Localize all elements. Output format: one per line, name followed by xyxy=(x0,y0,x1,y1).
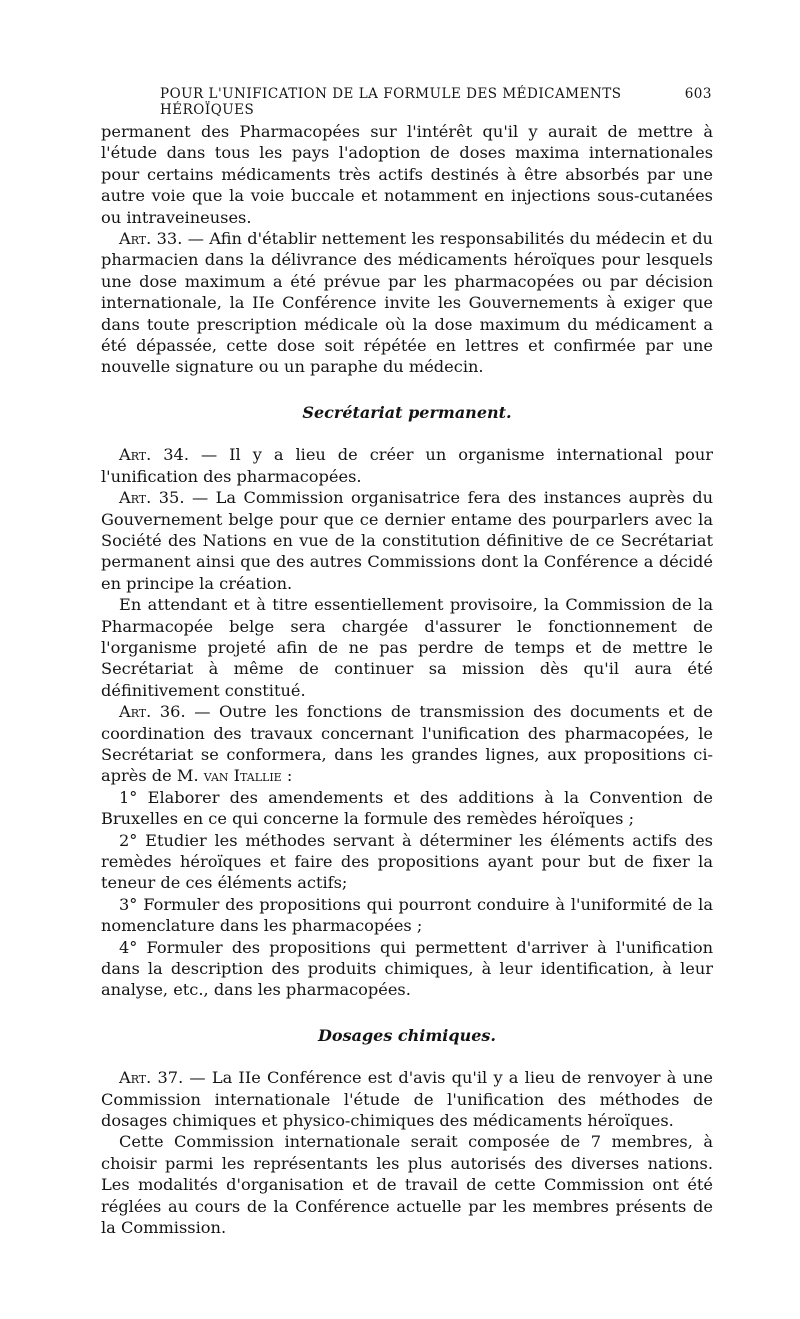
article-35-text: — La Commission organisatrice fera des instances auprès du Gouvernement belge pour que ce dernier entame des pourparlers avec la Société des Nations en vue de la constitution définitive de ce Secrétariat permanent ainsi que des autres Commissions dont la Conférence a décidé en principe la création. xyxy=(101,488,714,593)
article-37 xyxy=(101,1067,713,1131)
paragraph-intro: permanent des Pharmacopées sur l'intérêt qu'il y aurait de mettre à l'étude dans tous les pays l'adoption de doses maxima internationales pour certains médicaments très actifs destinés à être absorbés par une autre voie que la voie buccale et notamment en injections sous-cutanées ou intraveineuses. xyxy=(101,122,713,227)
article-34-label: Art. 34. xyxy=(119,445,189,465)
list-item-4: 4° Formuler des propositions qui permettent d'arriver à l'unification dans la description des produits chimiques, à leur identification, à leur analyse, etc., dans les pharmacopées. xyxy=(101,937,713,1000)
heading-secretariat: Secrétariat permanent. xyxy=(302,402,512,422)
paragraph-attendant: En attendant et à titre essentiellement provisoire, la Commission de la Pharmacopée belge sera chargée d'assurer le fonctionnement de l'organisme projeté afin de ne pas perdre de temps et de mettre le Secrétariat à même de continuer sa mission dès qu'il aura été définitivement constitué. xyxy=(101,595,713,700)
running-title: POUR L'UNIFICATION DE LA FORMULE DES MÉDICAMENTS HÉROÏQUES xyxy=(160,86,622,118)
article-37-label: Art. 37. xyxy=(119,1068,184,1088)
article-33-label: Art. 33. xyxy=(119,229,183,249)
running-head xyxy=(100,86,712,118)
body-text xyxy=(101,121,713,1239)
article-34 xyxy=(101,444,713,487)
article-37-text: — La IIe Conférence est d'avis qu'il y a lieu de renvoyer à une Commission internationale l'étude de l'unification des méthodes de dosages chimiques et physico-chimiques des médicaments héroïques. xyxy=(101,1068,713,1131)
article-35-label: Art. 35. xyxy=(119,488,185,508)
article-35 xyxy=(101,487,713,594)
article-33 xyxy=(101,228,713,378)
article-36-text: — Outre les fonctions de transmission des documents et de coordination des travaux concernant l'unification des pharmacopées, le Secrétariat se conformera, dans les grandes lignes, aux propositions ci-après de xyxy=(101,702,713,786)
list-item-1: 1° Elaborer des amendements et des additions à la Convention de Bruxelles en ce qui concerne la formule des remèdes héroïques ; xyxy=(101,787,713,829)
article-34-text: — Il y a lieu de créer un organisme international pour l'unification des pharmacopées. xyxy=(101,445,713,486)
page-number: 603 xyxy=(684,86,712,102)
article-36 xyxy=(101,701,713,787)
heading-dosages: Dosages chimiques. xyxy=(318,1025,496,1045)
article-36-name: M. van Itallie : xyxy=(176,766,293,786)
article-33-text: — Afin d'établir nettement les responsabilités du médecin et du pharmacien dans la délivrance des médicaments héroïques pour lesquels une dose maximum a été prévue par les pharmacopées ou par décision internationale, la IIe Conférence invite les Gouvernements à exiger que dans toute prescription médicale où la dose maximum du médicament a été dépassée, cette dose soit répétée en lettres et confirmée par une nouvelle signature ou un paraphe du médecin. xyxy=(101,229,713,377)
list-item-2: 2° Etudier les méthodes servant à déterminer les éléments actifs des remèdes héroïques et faire des propositions ayant pour but de fixer la teneur de ces éléments actifs; xyxy=(101,830,713,893)
paragraph-commission: Cette Commission internationale serait composée de 7 membres, à choisir parmi les représentants les plus autorisés des diverses nations. Les modalités d'organisation et de travail de cette Commission ont été réglées au cours de la Conférence actuelle par les membres présents de la Commission. xyxy=(101,1132,713,1238)
list-item-3: 3° Formuler des propositions qui pourront conduire à l'uniformité de la nomenclature dans les pharmacopées ; xyxy=(101,894,713,936)
article-36-label: Art. 36. xyxy=(119,702,186,722)
